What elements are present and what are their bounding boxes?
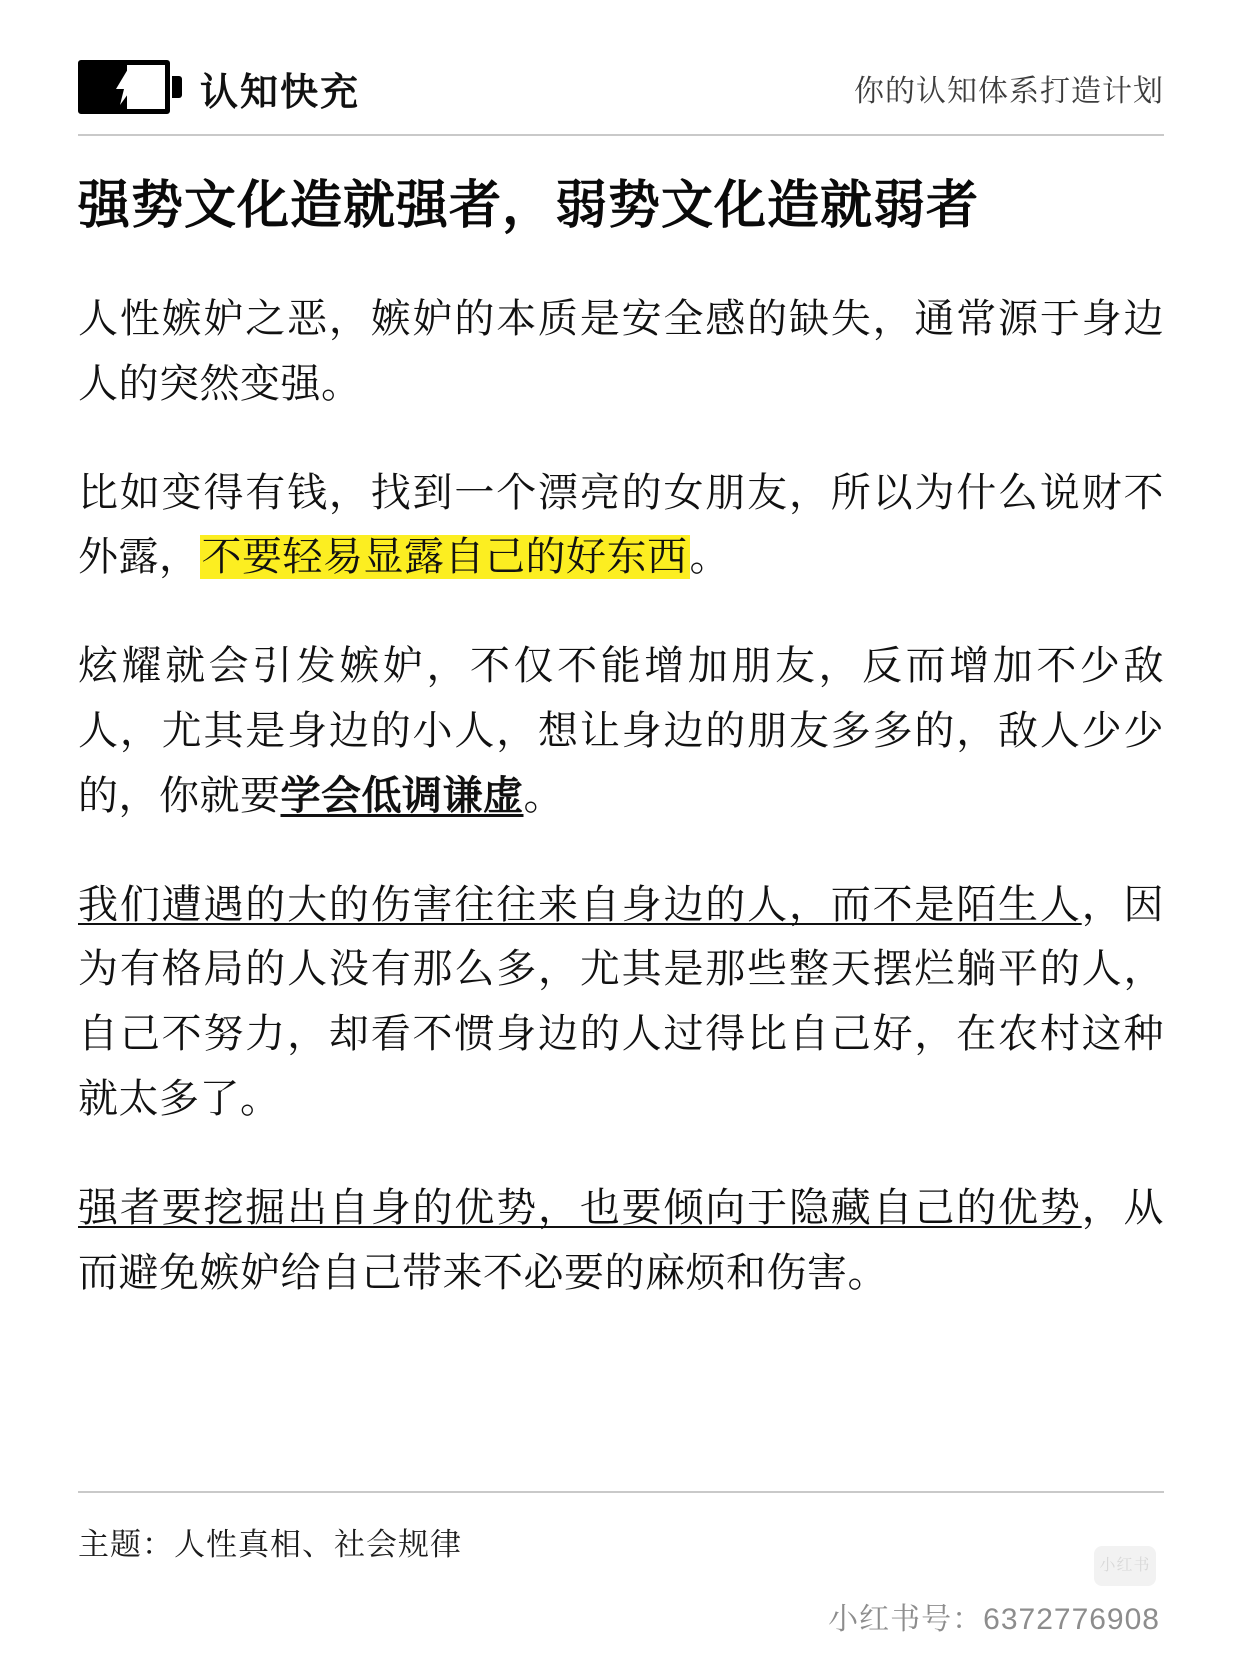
brand-name: 认知快充 (200, 71, 361, 114)
header-tagline: 你的认知体系打造计划 (854, 75, 1164, 108)
text-run: 。 (689, 535, 730, 580)
text-run: ，因为有格局的人没有那么多，尤其是那些整天摆烂躺平的人，自己不努力，却看不惯身边的人过得比自己好，在农村这种就太多了。 (78, 882, 1165, 1121)
paragraph-2 (78, 461, 1164, 591)
paragraph-1 (78, 287, 1164, 417)
watermark-account: 小红书号：6372776908 (828, 1603, 1160, 1636)
highlighted-text: 不要轻易显露自己的好东西 (201, 535, 688, 580)
text-run: 炫耀就会引发嫉妒，不仅不能增加朋友，反而增加不少敌人，尤其是身边的小人，想让身边的朋友多多的，敌人少少的，你就要 (78, 644, 1164, 818)
battery-charging-icon (78, 60, 182, 116)
footer-divider (78, 1491, 1164, 1493)
page-header (78, 0, 1164, 120)
text-run: 比如变得有钱，找到一个漂亮的女朋友，所以为什么说财不外露， (78, 470, 1164, 580)
header-divider (78, 134, 1164, 136)
text-run: 。 (523, 773, 564, 818)
underlined-text: 强者要挖掘出自身的优势，也要倾向于隐藏自己的优势 (78, 1185, 1082, 1230)
text-run: 人性嫉妒之恶，嫉妒的本质是安全感的缺失，通常源于身边人的突然变强。 (78, 297, 1164, 406)
brand (78, 60, 360, 116)
paragraph-4 (78, 873, 1164, 1132)
watermark-logo: 小红书 (1094, 1546, 1156, 1586)
paragraph-3 (78, 634, 1164, 828)
page-title: 强势文化造就强者，弱势文化造就弱者 (78, 177, 980, 235)
article-body (78, 287, 1164, 1305)
topic-label: 主题：人性真相、社会规律 (78, 1527, 462, 1562)
underlined-bold-text: 学会低调谦虚 (280, 773, 524, 818)
underlined-text: 我们遭遇的大的伤害往往来自身边的人，而不是陌生人 (78, 882, 1082, 927)
page-footer (78, 1491, 1164, 1564)
text-run: ，从而避免嫉妒给自己带来不必要的麻烦和伤害。 (78, 1185, 1165, 1295)
paragraph-5 (78, 1176, 1164, 1306)
